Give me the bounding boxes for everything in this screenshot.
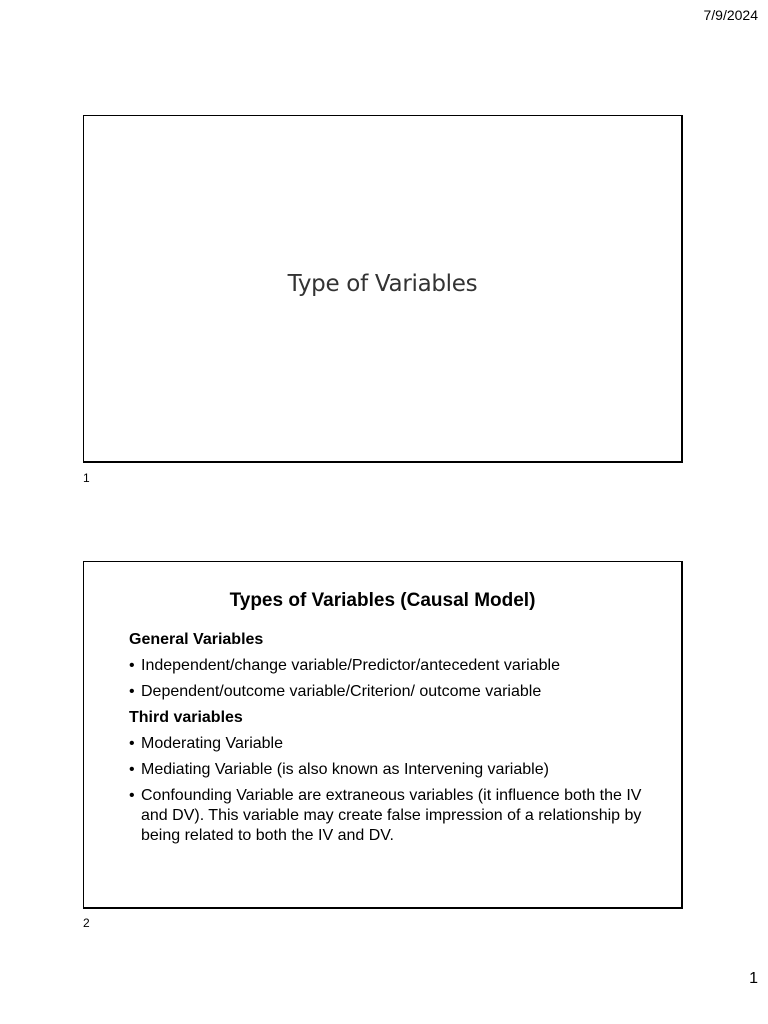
slide-2: [83, 561, 683, 909]
slide-1-title: Type of Variables: [287, 271, 478, 297]
slide-2-title: Types of Variables (Causal Model): [229, 590, 536, 611]
slide-2-content: [129, 630, 649, 852]
slide-1-number: 1: [83, 471, 90, 485]
bullet-item-mediating: • Mediating Variable (is also known as Intervening variable): [129, 760, 649, 780]
bullet-item-independent: • Independent/change variable/Predictor/antecedent variable: [129, 656, 649, 676]
bullet-item-dependent: • Dependent/outcome variable/Criterion/ outcome variable: [129, 682, 649, 702]
slide-1: [83, 115, 683, 463]
page-number: 1: [749, 970, 758, 987]
page-date: 7/9/2024: [703, 7, 758, 23]
slide-2-number: 2: [83, 916, 90, 930]
third-variables-heading: Third variables: [129, 709, 243, 726]
bullet-item-confounding: • Confounding Variable are extraneous variables (it influence both the IV and DV). This variable may create false impression of a relationship by being related to both the IV and DV.: [129, 786, 649, 846]
bullet-item-moderating: • Moderating Variable: [129, 734, 649, 754]
general-variables-heading: General Variables: [129, 631, 264, 648]
